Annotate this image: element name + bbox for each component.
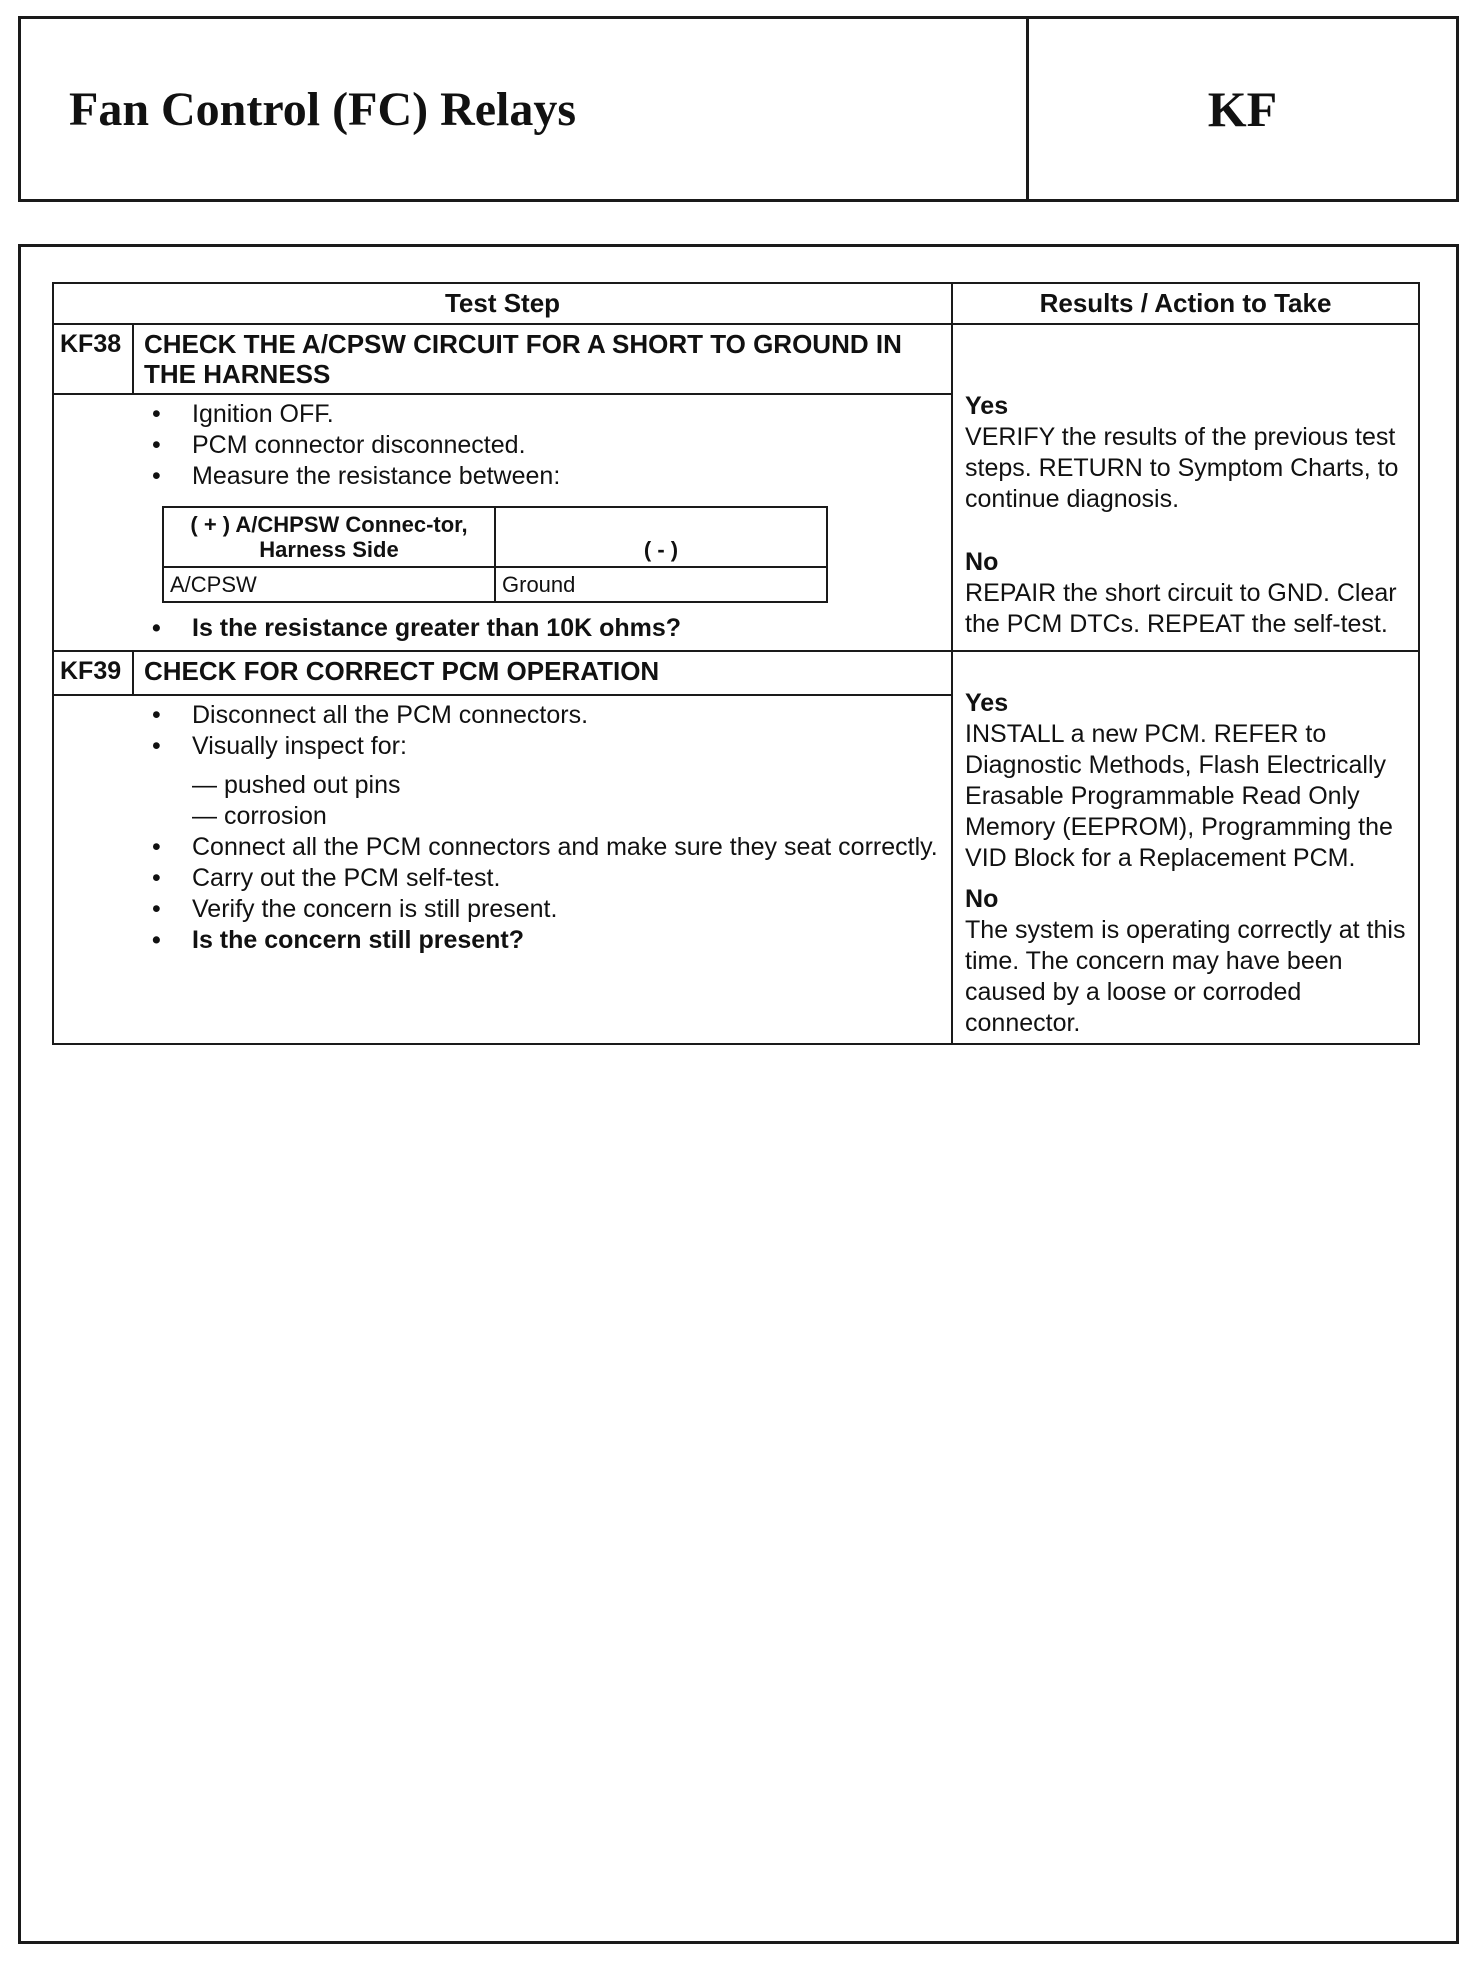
step-title: CHECK THE A/CPSW CIRCUIT FOR A SHORT TO GROUND IN THE HARNESS	[133, 324, 952, 394]
meas-header-negative: ( - )	[495, 507, 827, 567]
step-kf38-body	[53, 394, 952, 651]
list-item: • Measure the resistance between:	[148, 461, 941, 492]
step-id: KF38	[53, 324, 133, 394]
step-id: KF39	[53, 651, 133, 695]
instruction-list	[148, 832, 941, 956]
step-kf39-title-row	[53, 651, 1419, 695]
step-title: CHECK FOR CORRECT PCM OPERATION	[133, 651, 952, 695]
yes-action: INSTALL a new PCM. REFER to Diagnostic Methods, Flash Electrically Erasable Programmable Read Only Memory (EEPROM), Programming the VID Block for a Replacement PCM.	[965, 720, 1393, 872]
instruction-list	[148, 399, 941, 492]
list-item: • Visually inspect for:	[148, 731, 941, 762]
list-item: • Connect all the PCM connectors and make sure they seat correctly.	[148, 832, 941, 863]
list-item: • Verify the concern is still present.	[148, 894, 941, 925]
meas-header-positive: ( + ) A/CHPSW Connec-tor, Harness Side	[163, 507, 495, 567]
list-item: • Carry out the PCM self-test.	[148, 863, 941, 894]
instruction-list	[148, 700, 941, 762]
step-kf38-results	[952, 324, 1419, 651]
step-kf39-body	[53, 695, 952, 1044]
list-item: • Ignition OFF.	[148, 399, 941, 430]
page-title: Fan Control (FC) Relays	[21, 19, 1029, 199]
test-step-table	[52, 282, 1420, 1045]
measurement-table	[162, 506, 828, 603]
step-question: • Is the concern still present?	[148, 925, 941, 956]
step-kf39-results	[952, 651, 1419, 1044]
no-label: No	[965, 885, 999, 913]
no-label: No	[965, 548, 999, 576]
yes-label: Yes	[965, 689, 1009, 717]
col-header-test-step: Test Step	[53, 283, 952, 324]
meas-value-positive: A/CPSW	[163, 567, 495, 602]
meas-value-negative: Ground	[495, 567, 827, 602]
question-list	[148, 613, 941, 644]
section-code: KF	[1207, 81, 1278, 137]
step-kf38-title-row	[53, 324, 1419, 394]
yes-label: Yes	[965, 392, 1009, 420]
no-action: REPAIR the short circuit to GND. Clear the PCM DTCs. REPEAT the self-test.	[965, 579, 1397, 638]
step-question: • Is the resistance greater than 10K ohms?	[148, 613, 941, 644]
col-header-results: Results / Action to Take	[952, 283, 1419, 324]
list-item: • Disconnect all the PCM connectors.	[148, 700, 941, 731]
inspect-list	[148, 770, 941, 832]
table-header-row	[53, 283, 1419, 324]
list-item: — corrosion	[192, 801, 327, 830]
list-item: • PCM connector disconnected.	[148, 430, 941, 461]
page-header	[18, 16, 1459, 202]
yes-action: VERIFY the results of the previous test steps. RETURN to Symptom Charts, to continue diagnosis.	[965, 423, 1399, 513]
list-item: — pushed out pins	[192, 770, 401, 799]
no-action: The system is operating correctly at this time. The concern may have been caused by a loose or corroded connector.	[965, 916, 1406, 1037]
